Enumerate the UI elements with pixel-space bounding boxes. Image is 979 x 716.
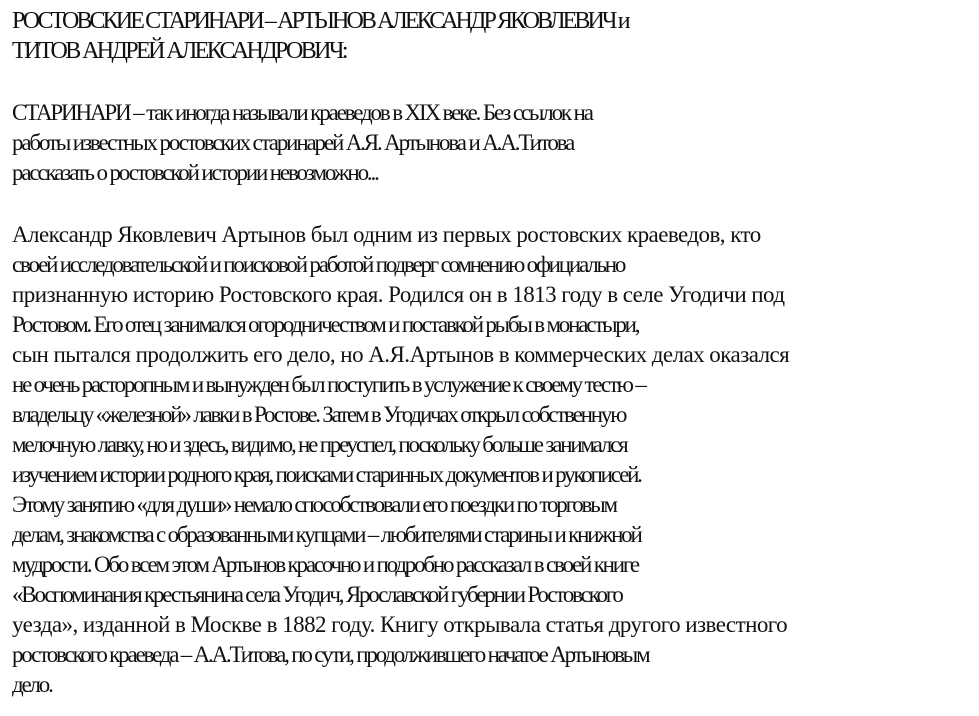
- body-line: «Воспоминания крестьянина села Угодич, Ярославской губернии Ростовского: [12, 582, 622, 607]
- intro-line: СТАРИНАРИ – так иногда называли краеведов в XIX веке. Без ссылок на: [12, 100, 592, 125]
- body-line: признанную историю Ростовского края. Родился он в 1813 году в селе Угодичи под: [12, 282, 785, 307]
- heading-line-2: ТИТОВ АНДРЕЙ АЛЕКСАНДРОВИЧ:: [12, 38, 346, 64]
- body-line: изучением истории родного края, поисками старинных документов и рукописей.: [12, 462, 641, 487]
- body-line: не очень расторопным и вынужден был поступить в услужение к своему тестю –: [12, 372, 645, 397]
- body-line: делам, знакомства с образованными купцами – любителями старины и книжной: [12, 522, 641, 547]
- intro-line: работы известных ростовских старинарей А.Я. Артынова и А.А.Титова: [12, 130, 574, 155]
- document-page: [12, 6, 974, 700]
- body-line: Ростовом. Его отец занимался огородничеством и поставкой рыбы в монастыри,: [12, 312, 639, 337]
- intro-line: рассказать о ростовской истории невозможно...: [12, 160, 378, 185]
- intro-paragraph: [12, 98, 974, 188]
- body-line: мелочную лавку, но и здесь, видимо, не преуспел, поскольку больше занимался: [12, 432, 627, 457]
- heading-line-1: РОСТОВСКИЕ СТАРИНАРИ – АРТЫНОВ АЛЕКСАНДР ЯКОВЛЕВИЧ и: [12, 8, 628, 34]
- body-line: уезда», изданной в Москве в 1882 году. Книгу открывала статья другого известного: [12, 612, 788, 637]
- body-line: сын пытался продолжить его дело, но А.Я.Артынов в коммерческих делах оказался: [12, 342, 790, 367]
- body-line: мудрости. Обо всем этом Артынов красочно и подробно рассказал в своей книге: [12, 552, 638, 577]
- body-paragraph: [12, 220, 974, 700]
- body-line: Александр Яковлевич Артынов был одним из первых ростовских краеведов, кто: [12, 222, 761, 247]
- body-line: своей исследовательской и поисковой работой подверг сомнению официально: [12, 252, 625, 277]
- body-line: дело.: [12, 672, 52, 697]
- body-line: ростовского краеведа – А.А.Титова, по сути, продолжившего начатое Артыновым: [12, 642, 649, 667]
- spacer: [12, 188, 974, 220]
- spacer: [12, 66, 974, 98]
- body-line: владельцу «железной» лавки в Ростове. Затем в Угодичах открыл собственную: [12, 402, 626, 427]
- body-line: Этому занятию «для души» немало способствовали его поездки по торговым: [12, 492, 616, 517]
